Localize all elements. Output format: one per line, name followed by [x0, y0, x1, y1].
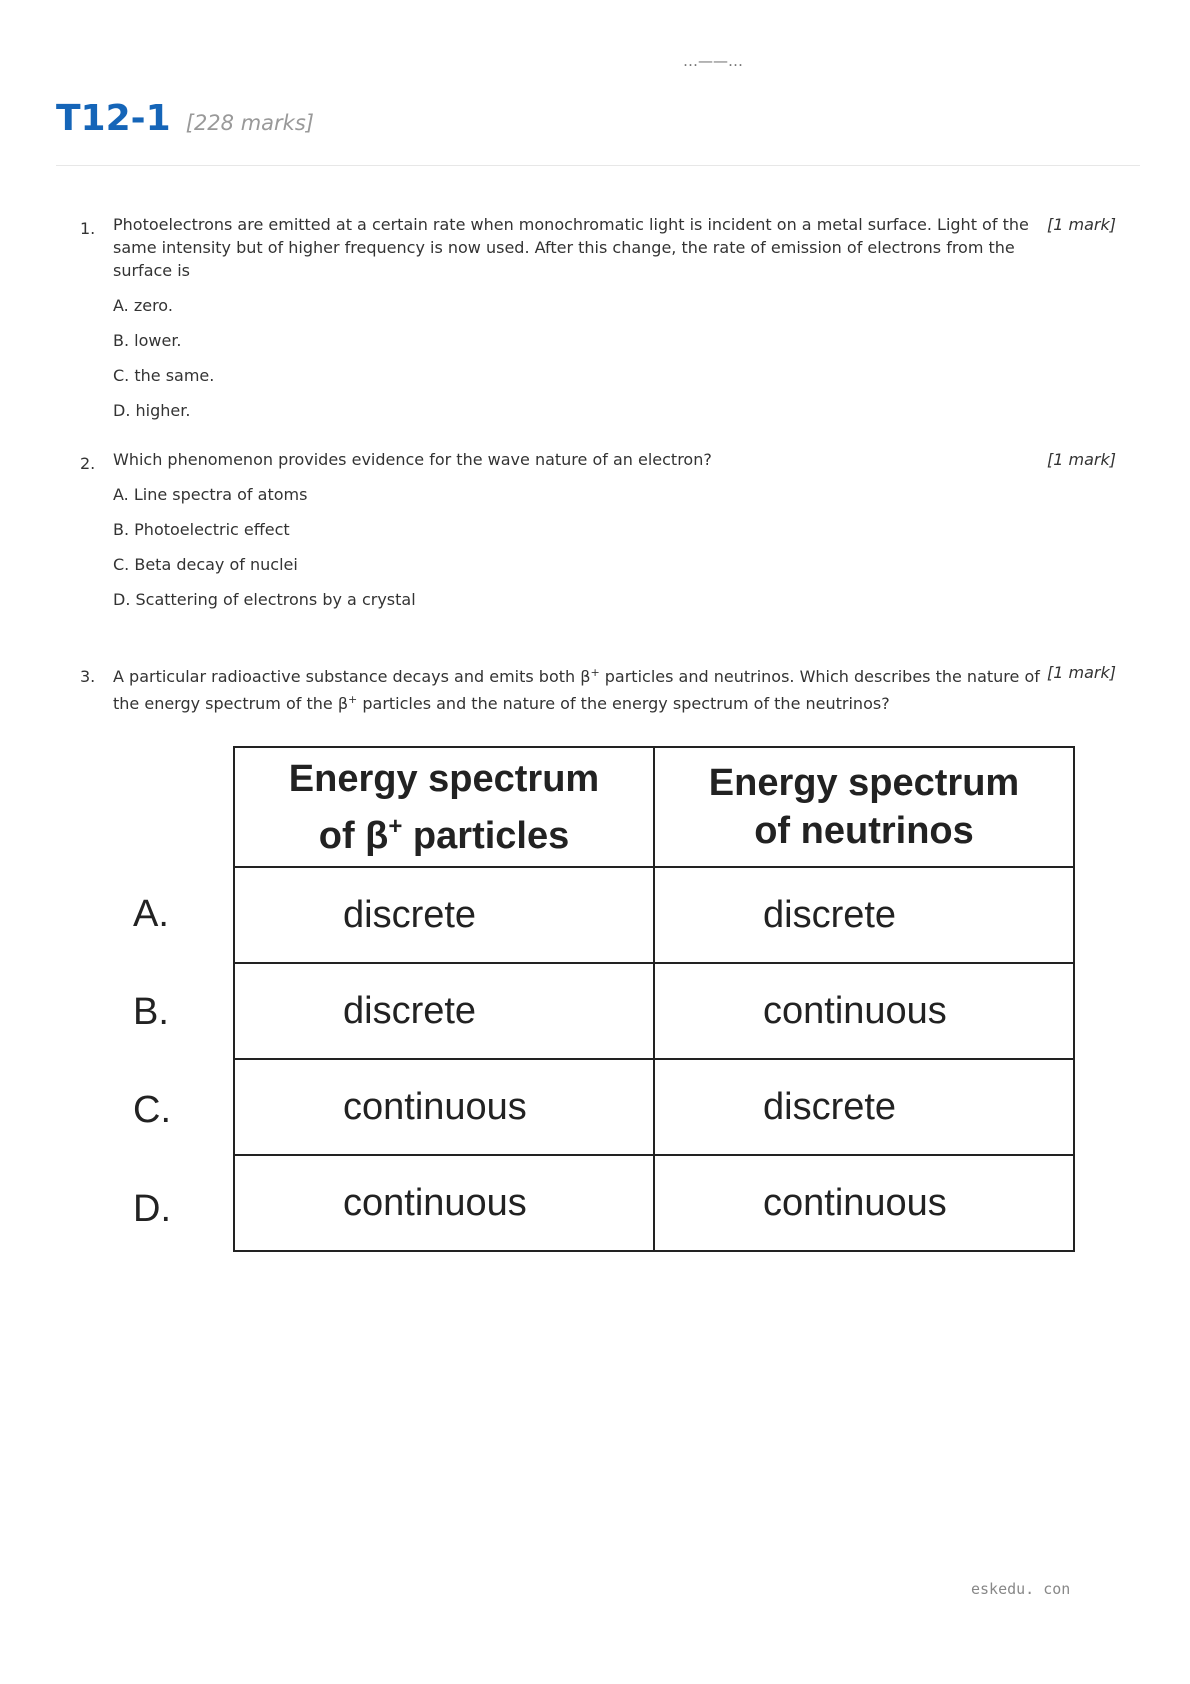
- beta-cell: discrete: [234, 867, 654, 963]
- beta-cell: continuous: [234, 1059, 654, 1155]
- title-marks: [228 marks]: [185, 111, 314, 135]
- question-3: [80, 661, 1116, 715]
- page-header-text: …——…: [683, 52, 743, 70]
- option-b: B. Photoelectric effect: [113, 520, 290, 539]
- header-text: of β: [318, 814, 389, 857]
- question-marks: [1 mark]: [1047, 215, 1116, 234]
- beta-cell: discrete: [234, 963, 654, 1059]
- question-2: [80, 448, 1116, 611]
- option-a: A. Line spectra of atoms: [113, 485, 308, 504]
- answer-table: [125, 746, 1075, 1252]
- neutrino-cell: continuous: [654, 1155, 1074, 1251]
- question-1: [80, 213, 1116, 422]
- neutrino-cell: continuous: [654, 963, 1074, 1059]
- row-label-c: C.: [133, 1089, 171, 1131]
- question-number: 1.: [80, 219, 96, 238]
- header-neutrino-spectrum: [654, 747, 1074, 867]
- beta-plus-sup: +: [388, 812, 403, 840]
- footer-site: eskedu. con: [971, 1580, 1071, 1598]
- header-text: Energy spectrum: [708, 762, 1020, 804]
- row-label-b: B.: [133, 991, 169, 1033]
- question-text-part: A particular radioactive substance decays and emits both β: [113, 667, 591, 686]
- beta-cell: continuous: [234, 1155, 654, 1251]
- question-marks: [1 mark]: [1047, 450, 1116, 469]
- option-d: D. Scattering of electrons by a crystal: [113, 590, 416, 609]
- neutrino-cell: discrete: [654, 1059, 1074, 1155]
- question-number: 3.: [80, 667, 96, 686]
- option-c: C. the same.: [113, 366, 215, 385]
- row-label-d: D.: [133, 1188, 171, 1230]
- header-text: particles: [402, 814, 570, 857]
- neutrino-cell: discrete: [654, 867, 1074, 963]
- beta-plus-sup: +: [590, 666, 600, 679]
- question-text: [113, 661, 1116, 715]
- table-row: [234, 867, 1074, 963]
- title-code: T12-1: [56, 98, 171, 139]
- question-marks: [1 mark]: [1047, 663, 1116, 682]
- question-text: Photoelectrons are emitted at a certain rate when monochromatic light is incident on a metal surface. Light of the same intensity but of higher frequency is now used. After this change, the rate of emission of electrons from the surface is: [113, 215, 1029, 280]
- beta-plus-sup: +: [348, 693, 358, 706]
- table-row: [234, 1155, 1074, 1251]
- option-a: A. zero.: [113, 296, 173, 315]
- title-divider: [56, 165, 1140, 166]
- question-text: Which phenomenon provides evidence for the wave nature of an electron?: [113, 450, 712, 469]
- option-b: B. lower.: [113, 331, 182, 350]
- table-row: [234, 1059, 1074, 1155]
- question-text-part: particles and neutrinos. Which describes the nature of the energy spectrum of the β: [113, 667, 1040, 713]
- option-c: C. Beta decay of nuclei: [113, 555, 298, 574]
- question-number: 2.: [80, 454, 96, 473]
- header-text: Energy spectrum: [288, 757, 600, 800]
- spectrum-table: [233, 746, 1075, 1252]
- row-label-a: A.: [133, 893, 169, 935]
- header-beta-spectrum: [234, 747, 654, 867]
- header-text: of neutrinos: [754, 810, 974, 852]
- option-d: D. higher.: [113, 401, 191, 420]
- table-row: [234, 963, 1074, 1059]
- page-title: [56, 98, 314, 139]
- question-text-part: particles and the nature of the energy spectrum of the neutrinos?: [357, 694, 890, 713]
